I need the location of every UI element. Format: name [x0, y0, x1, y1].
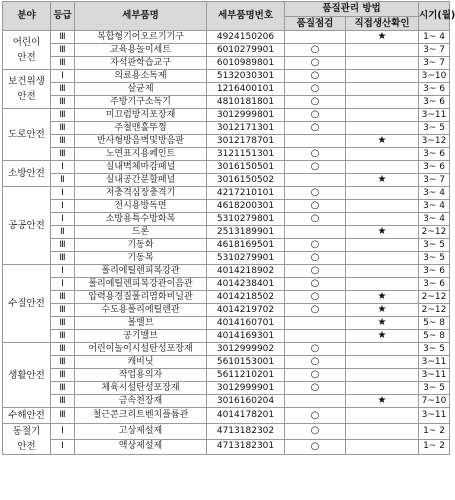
item-number-cell: 3016150502 [207, 174, 285, 187]
category-label: 소방안전 [8, 168, 45, 179]
header-category: 분야 [3, 2, 51, 31]
period-cell: 3~ 7 [419, 44, 450, 57]
item-number-cell: 4713182302 [207, 424, 285, 440]
period-cell: 3~11 [419, 369, 450, 382]
direct-production-cell [346, 239, 419, 252]
quality-check-cell [285, 356, 346, 369]
table-row [3, 44, 450, 57]
grade-cell: Ⅲ [51, 395, 75, 408]
item-number-cell: 4014160701 [207, 317, 285, 330]
header-item-number: 세부품명번호 [207, 2, 285, 31]
header-quality-check: 품질점검 [285, 17, 346, 31]
item-number-cell: 3012171301 [207, 122, 285, 135]
grade-cell: Ⅲ [51, 239, 75, 252]
circle-icon: ○ [310, 57, 320, 68]
circle-icon: ○ [310, 278, 320, 289]
quality-management-table-container [2, 1, 455, 455]
quality-check-cell [285, 317, 346, 330]
quality-check-cell [285, 330, 346, 343]
star-icon: ★ [377, 317, 387, 328]
grade-cell: Ⅰ [51, 265, 75, 278]
category-label: 안전 [17, 91, 36, 102]
item-number-cell: 4810181801 [207, 96, 285, 109]
direct-production-cell [346, 226, 419, 239]
item-name-cell: 어린이놀이시설탄성포장재 [75, 343, 207, 356]
quality-check-cell [285, 408, 346, 424]
period-cell: 1~ 4 [419, 31, 450, 44]
grade-cell: Ⅲ [51, 317, 75, 330]
item-number-cell: 4014218502 [207, 291, 285, 304]
period-cell: 3~12 [419, 135, 450, 148]
period-cell: 3~ 5 [419, 252, 450, 265]
period-cell: 3~ 5 [419, 343, 450, 356]
item-number-cell: 5132030301 [207, 70, 285, 83]
period-cell: 3~ 5 [419, 239, 450, 252]
direct-production-cell [346, 200, 419, 213]
period-cell: 3~ 5 [419, 382, 450, 395]
table-row [3, 278, 450, 291]
circle-icon: ○ [310, 409, 320, 421]
direct-production-cell [346, 187, 419, 200]
item-name-cell: 금속천장재 [75, 395, 207, 408]
circle-icon: ○ [310, 382, 320, 393]
period-cell: 7~10 [419, 395, 450, 408]
quality-check-cell [285, 369, 346, 382]
item-number-cell: 3016160204 [207, 395, 285, 408]
grade-cell: Ⅲ [51, 122, 75, 135]
table-row [3, 252, 450, 265]
quality-check-cell [285, 122, 346, 135]
period-cell: 3~11 [419, 109, 450, 122]
grade-cell: Ⅰ [51, 213, 75, 226]
item-name-cell: 의료용소독제 [75, 70, 207, 83]
item-name-cell: 반사형방음벽및방음판 [75, 135, 207, 148]
direct-production-cell [346, 343, 419, 356]
item-name-cell: 실내벽체마감패널 [75, 161, 207, 174]
quality-check-cell [285, 200, 346, 213]
circle-icon: ○ [310, 304, 320, 315]
quality-check-cell [285, 382, 346, 395]
category-cell [3, 70, 51, 109]
circle-icon: ○ [310, 83, 320, 94]
category-cell [3, 109, 51, 161]
circle-icon: ○ [310, 265, 320, 276]
direct-production-cell [346, 31, 419, 44]
quality-check-cell [285, 343, 346, 356]
item-number-cell: 4713182301 [207, 439, 285, 455]
item-name-cell: 고상제설제 [75, 424, 207, 440]
quality-check-cell [285, 439, 346, 455]
table-row [3, 408, 450, 424]
item-number-cell: 3121151301 [207, 148, 285, 161]
quality-check-cell [285, 213, 346, 226]
grade-cell: Ⅰ [51, 439, 75, 455]
item-name-cell: 캐비닛 [75, 356, 207, 369]
direct-production-cell [346, 109, 419, 122]
item-number-cell: 4014169301 [207, 330, 285, 343]
direct-production-cell [346, 161, 419, 174]
item-number-cell: 5610153001 [207, 356, 285, 369]
table-row [3, 213, 450, 226]
item-name-cell: 복합형기어오르기기구 [75, 31, 207, 44]
direct-production-cell [346, 213, 419, 226]
grade-cell: Ⅲ [51, 83, 75, 96]
period-cell: 2~12 [419, 226, 450, 239]
category-cell [3, 343, 51, 408]
category-cell [3, 161, 51, 187]
period-cell: 3~ 6 [419, 278, 450, 291]
quality-check-cell [285, 278, 346, 291]
item-name-cell: 폴리에틸렌피복강관이음관 [75, 278, 207, 291]
item-number-cell: 1216400101 [207, 83, 285, 96]
item-number-cell: 2513189901 [207, 226, 285, 239]
circle-icon: ○ [310, 239, 320, 250]
table-row [3, 343, 450, 356]
period-cell: 3~ 7 [419, 174, 450, 187]
direct-production-cell [346, 83, 419, 96]
table-row [3, 96, 450, 109]
direct-production-cell [346, 148, 419, 161]
table-row [3, 424, 450, 440]
circle-icon: ○ [310, 161, 320, 172]
quality-check-cell [285, 57, 346, 70]
direct-production-cell [346, 265, 419, 278]
circle-icon: ○ [310, 109, 320, 120]
item-name-cell: 기동복 [75, 252, 207, 265]
header-item-name: 세부품명 [75, 2, 207, 31]
item-name-cell: 기동화 [75, 239, 207, 252]
circle-icon: ○ [310, 291, 320, 302]
item-number-cell: 6010279901 [207, 44, 285, 57]
item-name-cell: 주철맨홀뚜껑 [75, 122, 207, 135]
item-name-cell: 수도용폴리에틸렌관 [75, 304, 207, 317]
direct-production-cell [346, 70, 419, 83]
table-row [3, 356, 450, 369]
item-number-cell: 4618200301 [207, 200, 285, 213]
direct-production-cell [346, 96, 419, 109]
item-name-cell: 노면표지용페인트 [75, 148, 207, 161]
category-label: 안전 [17, 441, 36, 452]
quality-check-cell [285, 395, 346, 408]
quality-check-cell [285, 187, 346, 200]
quality-check-cell [285, 265, 346, 278]
item-number-cell: 5310279901 [207, 252, 285, 265]
star-icon: ★ [377, 174, 387, 185]
quality-check-cell [285, 148, 346, 161]
period-cell: 1~ 2 [419, 424, 450, 440]
circle-icon: ○ [310, 440, 320, 452]
direct-production-cell [346, 174, 419, 187]
item-name-cell: 공기밸브 [75, 330, 207, 343]
grade-cell: Ⅲ [51, 135, 75, 148]
grade-cell: Ⅰ [51, 278, 75, 291]
period-cell: 2~12 [419, 291, 450, 304]
grade-cell: Ⅲ [51, 148, 75, 161]
direct-production-cell [346, 408, 419, 424]
item-number-cell: 4014219702 [207, 304, 285, 317]
category-label: 어린이 [12, 37, 41, 48]
circle-icon: ○ [310, 70, 320, 81]
item-number-cell: 3016150501 [207, 161, 285, 174]
table-row [3, 31, 450, 44]
header-period: 시기(월) [419, 2, 450, 31]
direct-production-cell [346, 369, 419, 382]
item-name-cell: 살균제 [75, 83, 207, 96]
period-cell: 3~ 4 [419, 187, 450, 200]
circle-icon: ○ [310, 356, 320, 367]
category-label: 수질안전 [8, 298, 45, 309]
star-icon: ★ [377, 135, 387, 146]
item-number-cell: 5611210201 [207, 369, 285, 382]
circle-icon: ○ [310, 343, 320, 354]
item-name-cell: 주방기구소독기 [75, 96, 207, 109]
category-label: 도로안전 [8, 129, 45, 140]
direct-production-cell [346, 44, 419, 57]
period-cell: 3~ 6 [419, 161, 450, 174]
direct-production-cell [346, 57, 419, 70]
item-number-cell: 4217210101 [207, 187, 285, 200]
period-cell: 3~ 6 [419, 148, 450, 161]
grade-cell: Ⅲ [51, 408, 75, 424]
grade-cell: Ⅲ [51, 356, 75, 369]
quality-check-cell [285, 70, 346, 83]
item-name-cell: 볼밸브 [75, 317, 207, 330]
grade-cell: Ⅲ [51, 369, 75, 382]
category-label: 동절기 [12, 426, 41, 437]
star-icon: ★ [377, 226, 387, 237]
grade-cell: Ⅰ [51, 424, 75, 440]
direct-production-cell [346, 317, 419, 330]
circle-icon: ○ [310, 213, 320, 224]
item-name-cell: 자석판학습교구 [75, 57, 207, 70]
grade-cell: Ⅲ [51, 109, 75, 122]
period-cell: 5~ 8 [419, 330, 450, 343]
direct-production-cell [346, 304, 419, 317]
direct-production-cell [346, 395, 419, 408]
item-number-cell: 4014178201 [207, 408, 285, 424]
table-row [3, 109, 450, 122]
grade-cell: Ⅲ [51, 291, 75, 304]
quality-check-cell [285, 96, 346, 109]
table-row [3, 330, 450, 343]
table-row [3, 174, 450, 187]
table-row [3, 187, 450, 200]
grade-cell: Ⅰ [51, 200, 75, 213]
item-name-cell: 소방용특수방화복 [75, 213, 207, 226]
table-row [3, 200, 450, 213]
period-cell: 3~ 6 [419, 96, 450, 109]
star-icon: ★ [377, 395, 387, 406]
table-row [3, 83, 450, 96]
grade-cell: Ⅱ [51, 226, 75, 239]
quality-check-cell [285, 252, 346, 265]
table-body [3, 31, 450, 455]
grade-cell: Ⅰ [51, 70, 75, 83]
item-name-cell: 교육용놀이세트 [75, 44, 207, 57]
direct-production-cell [346, 439, 419, 455]
circle-icon: ○ [310, 44, 320, 55]
direct-production-cell [346, 122, 419, 135]
item-name-cell: 저충격심장충격기 [75, 187, 207, 200]
period-cell: 3~10 [419, 70, 450, 83]
grade-cell: Ⅲ [51, 304, 75, 317]
item-name-cell: 미끄럼방지포장재 [75, 109, 207, 122]
table-row [3, 395, 450, 408]
period-cell: 3~ 7 [419, 57, 450, 70]
table-row [3, 265, 450, 278]
quality-check-cell [285, 291, 346, 304]
item-name-cell: 압력용경질폴리염화비닐관 [75, 291, 207, 304]
period-cell: 3~ 5 [419, 122, 450, 135]
category-cell [3, 187, 51, 265]
period-cell: 3~ 4 [419, 213, 450, 226]
direct-production-cell [346, 291, 419, 304]
table-row [3, 122, 450, 135]
period-cell: 5~ 8 [419, 317, 450, 330]
item-number-cell: 4618169501 [207, 239, 285, 252]
item-number-cell: 3012999901 [207, 382, 285, 395]
grade-cell: Ⅲ [51, 57, 75, 70]
circle-icon: ○ [310, 96, 320, 107]
item-name-cell: 전시용방독면 [75, 200, 207, 213]
table-row [3, 70, 450, 83]
star-icon: ★ [377, 330, 387, 341]
grade-cell: Ⅰ [51, 187, 75, 200]
period-cell: 2~12 [419, 304, 450, 317]
category-label: 보건위생 [8, 76, 45, 87]
quality-check-cell [285, 239, 346, 252]
table-row [3, 57, 450, 70]
header-grade: 등급 [51, 2, 75, 31]
category-cell [3, 408, 51, 424]
direct-production-cell [346, 135, 419, 148]
grade-cell: Ⅲ [51, 252, 75, 265]
quality-check-cell [285, 109, 346, 122]
item-name-cell: 실내공간분할패널 [75, 174, 207, 187]
item-name-cell: 체육시설탄성포장재 [75, 382, 207, 395]
item-name-cell: 폴리에틸렌피복강관 [75, 265, 207, 278]
category-cell [3, 424, 51, 455]
item-number-cell: 4924150206 [207, 31, 285, 44]
star-icon: ★ [377, 31, 387, 42]
circle-icon: ○ [310, 369, 320, 380]
circle-icon: ○ [310, 187, 320, 198]
grade-cell: Ⅰ [51, 161, 75, 174]
quality-check-cell [285, 174, 346, 187]
item-number-cell: 3012178701 [207, 135, 285, 148]
quality-management-table [2, 1, 455, 455]
item-number-cell: 3012999902 [207, 343, 285, 356]
table-row [3, 439, 450, 455]
quality-check-cell [285, 44, 346, 57]
table-row [3, 148, 450, 161]
period-cell: 3~ 6 [419, 265, 450, 278]
table-row [3, 135, 450, 148]
item-name-cell: 철근콘크리트벤치플륨관 [75, 408, 207, 424]
item-number-cell: 3012999801 [207, 109, 285, 122]
quality-check-cell [285, 304, 346, 317]
direct-production-cell [346, 356, 419, 369]
table-row [3, 291, 450, 304]
grade-cell: Ⅱ [51, 174, 75, 187]
item-name-cell: 드론 [75, 226, 207, 239]
quality-check-cell [285, 161, 346, 174]
circle-icon: ○ [310, 148, 320, 159]
quality-check-cell [285, 424, 346, 440]
table-row [3, 304, 450, 317]
item-number-cell: 4014238401 [207, 278, 285, 291]
circle-icon: ○ [310, 252, 320, 263]
category-cell [3, 265, 51, 343]
quality-check-cell [285, 226, 346, 239]
direct-production-cell [346, 330, 419, 343]
direct-production-cell [346, 278, 419, 291]
table-row [3, 317, 450, 330]
circle-icon: ○ [310, 425, 320, 437]
category-label: 안전 [17, 52, 36, 63]
table-row [3, 369, 450, 382]
period-cell: 3~11 [419, 408, 450, 424]
grade-cell: Ⅲ [51, 343, 75, 356]
item-name-cell: 액상제설제 [75, 439, 207, 455]
circle-icon: ○ [310, 122, 320, 133]
item-number-cell: 5310279801 [207, 213, 285, 226]
star-icon: ★ [377, 291, 387, 302]
period-cell: 3~11 [419, 356, 450, 369]
category-label: 생활안전 [8, 369, 45, 381]
category-cell [3, 31, 51, 70]
header-direct-production: 직접생산확인 [346, 17, 419, 31]
grade-cell: Ⅲ [51, 330, 75, 343]
star-icon: ★ [377, 304, 387, 315]
category-label: 수해안전 [8, 410, 45, 421]
direct-production-cell [346, 252, 419, 265]
direct-production-cell [346, 382, 419, 395]
table-row [3, 226, 450, 239]
item-name-cell: 작업용의자 [75, 369, 207, 382]
quality-check-cell [285, 83, 346, 96]
circle-icon: ○ [310, 200, 320, 211]
period-cell: 3~ 4 [419, 200, 450, 213]
grade-cell: Ⅲ [51, 382, 75, 395]
category-label: 공공안전 [8, 220, 45, 231]
period-cell: 3~ 6 [419, 83, 450, 96]
direct-production-cell [346, 424, 419, 440]
header-method-group: 품질관리 방법 [285, 2, 419, 17]
table-row [3, 161, 450, 174]
item-number-cell: 6010989801 [207, 57, 285, 70]
quality-check-cell [285, 31, 346, 44]
grade-cell: Ⅲ [51, 44, 75, 57]
grade-cell: Ⅲ [51, 96, 75, 109]
quality-check-cell [285, 135, 346, 148]
period-cell: 1~ 2 [419, 439, 450, 455]
table-row [3, 382, 450, 395]
item-number-cell: 4014218902 [207, 265, 285, 278]
grade-cell: Ⅲ [51, 31, 75, 44]
table-row [3, 239, 450, 252]
